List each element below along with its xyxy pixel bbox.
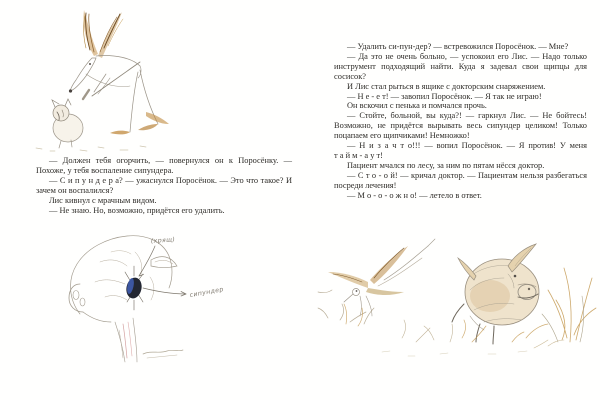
cartilage-label: (хрящ)	[150, 236, 176, 245]
sipunder-anatomy-sketch	[55, 222, 250, 370]
paragraph: — Да это не очень больно, — успокоил его Лис. — Надо только инструмент подходящий найти. Куда я задевал свои щипцы для сосисок?	[334, 51, 587, 81]
paragraph: Лис кивнул с мрачным видом.	[49, 195, 157, 205]
fox-doctor-illustration	[28, 4, 223, 156]
chase-scene-illustration	[312, 230, 600, 368]
paragraph: — Н е - е т! — завопил Поросёнок. — Я так не играю!	[347, 91, 542, 101]
paragraph: — Не знаю. Но, возможно, придётся его удалить.	[49, 205, 225, 215]
paragraph: — С т о - о й! — кричал доктор. — Пациентам нельзя разбегаться посреди лечения!	[334, 170, 587, 190]
paragraph: Он вскочил с пенька и помчался прочь.	[347, 101, 487, 111]
right-text-block	[334, 42, 587, 201]
left-text-block	[36, 156, 292, 215]
paragraph: — Должен тебя огорчить, — повернулся он к Поросёнку. — Похоже, у тебя воспаление сипундера.	[36, 156, 292, 175]
paragraph: — М о - о - о ж н о! — летело в ответ.	[347, 190, 482, 200]
paragraph: Пациент мчался по лесу, за ним по пятам нёсся доктор.	[347, 160, 545, 170]
paragraph: — Н и з а ч т о!!! — вопил Поросёнок. — Я против! У меня т а й м - а у т!	[334, 141, 587, 160]
paragraph: — Стойте, больной, вы куда?! — гаркнул Лис. — Не бойтесь! Возможно, не придётся вырывать весь сипундер целиком! Только поцапаем его щипчиками! Немножко!	[334, 111, 587, 141]
paragraph: И Лис стал рыться в ящике с докторским снаряжением.	[347, 81, 546, 91]
sipunder-label: сипундер	[189, 286, 225, 299]
paragraph: — С и п у н д е р а? — ужаснулся Поросёнок. — Это что такое? И зачем он воспалился?	[36, 175, 292, 195]
paragraph: — Удалить си-пун-дер? — встревожился Поросёнок. — Мне?	[347, 42, 569, 51]
